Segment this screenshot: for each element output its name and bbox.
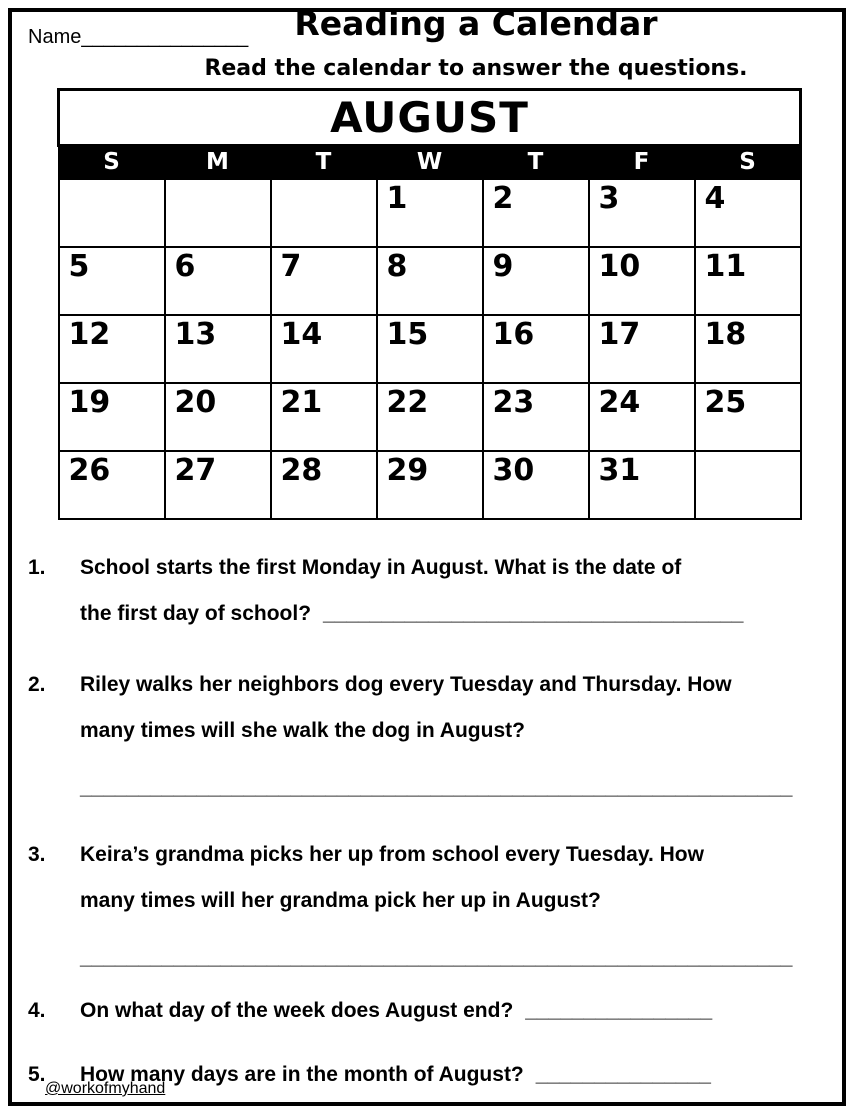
weekday-header-sunday: S (59, 146, 165, 179)
answer-blank: _______________ (535, 1063, 711, 1086)
calendar-day-cell: 27 (165, 451, 271, 519)
question-text: the first day of school? (80, 602, 312, 625)
calendar-day-cell: 31 (589, 451, 695, 519)
name-label: Name (28, 26, 82, 48)
question-number: 3. (28, 843, 46, 866)
answer-blank: _____________________________________________________________ (80, 946, 793, 969)
calendar-day-cell: 11 (695, 247, 801, 315)
question-text: Riley walks her neighbors dog every Tuesday and Thursday. How (80, 673, 732, 696)
question-number: 1. (28, 556, 46, 579)
question-body (80, 545, 743, 637)
calendar-week-row (59, 179, 801, 247)
calendar-day-cell: 13 (165, 315, 271, 383)
question-number: 4. (28, 999, 46, 1022)
question-4 (28, 988, 838, 1034)
weekday-header-row (59, 146, 801, 179)
question-body (80, 988, 712, 1034)
calendar-day-cell: 18 (695, 315, 801, 383)
calendar-week-row (59, 315, 801, 383)
question-text-line (80, 591, 743, 637)
weekday-header-tuesday: T (271, 146, 377, 179)
question-text: Keira’s grandma picks her up from school every Tuesday. How (80, 843, 704, 866)
question-number: 5. (28, 1063, 46, 1086)
calendar-month-row (59, 90, 801, 146)
calendar-day-cell: 16 (483, 315, 589, 383)
calendar-day-cell: 14 (271, 315, 377, 383)
question-text: How many days are in the month of August? (80, 1063, 524, 1086)
question-body (80, 662, 792, 800)
name-blank-line: _______________ (81, 26, 249, 48)
weekday-header-friday: F (589, 146, 695, 179)
calendar-day-cell: 23 (483, 383, 589, 451)
calendar-day-cell: 25 (695, 383, 801, 451)
calendar-day-cell: 26 (59, 451, 165, 519)
weekday-header-monday: M (165, 146, 271, 179)
calendar-day-cell (165, 179, 271, 247)
weekday-header-thursday: T (483, 146, 589, 179)
question-2 (28, 662, 838, 800)
calendar-day-cell: 21 (271, 383, 377, 451)
question-body (80, 1052, 711, 1098)
question-text: School starts the first Monday in August. What is the date of (80, 556, 682, 579)
question-number: 2. (28, 673, 46, 696)
answer-blank: ____________________________________ (323, 602, 744, 625)
calendar-day-cell: 29 (377, 451, 483, 519)
calendar-day-cell: 17 (589, 315, 695, 383)
calendar-day-cell: 1 (377, 179, 483, 247)
calendar-day-cell: 20 (165, 383, 271, 451)
calendar-day-cell: 30 (483, 451, 589, 519)
question-1 (28, 545, 838, 637)
question-body (80, 832, 792, 970)
page-title: Reading a Calendar (294, 4, 658, 43)
calendar-day-cell: 24 (589, 383, 695, 451)
calendar-day-cell: 8 (377, 247, 483, 315)
calendar-week-row (59, 383, 801, 451)
calendar-day-cell: 3 (589, 179, 695, 247)
weekday-header-wednesday: W (377, 146, 483, 179)
calendar-day-cell: 15 (377, 315, 483, 383)
calendar-day-cell: 9 (483, 247, 589, 315)
calendar-week-row (59, 451, 801, 519)
question-text-line (80, 1052, 711, 1098)
calendar-day-cell (59, 179, 165, 247)
question-text: On what day of the week does August end? (80, 999, 514, 1022)
question-text-line (80, 988, 712, 1034)
question-3 (28, 832, 838, 970)
calendar-day-cell: 10 (589, 247, 695, 315)
answer-blank: ________________ (525, 999, 713, 1022)
instructions-text: Read the calendar to answer the questions. (204, 56, 748, 81)
calendar-table (57, 88, 802, 520)
calendar-day-cell: 7 (271, 247, 377, 315)
calendar-day-cell (695, 451, 801, 519)
calendar-day-cell: 4 (695, 179, 801, 247)
calendar-week-row (59, 247, 801, 315)
calendar-day-cell: 28 (271, 451, 377, 519)
calendar-day-cell: 12 (59, 315, 165, 383)
calendar-month-title: AUGUST (59, 90, 801, 146)
answer-blank: _____________________________________________________________ (80, 776, 793, 799)
calendar-day-cell: 2 (483, 179, 589, 247)
question-text: many times will she walk the dog in August? (80, 719, 525, 742)
calendar-day-cell: 22 (377, 383, 483, 451)
calendar-day-cell: 5 (59, 247, 165, 315)
credit-watermark: @workofmyhand (45, 1080, 166, 1097)
weekday-header-saturday: S (695, 146, 801, 179)
question-text: many times will her grandma pick her up in August? (80, 889, 601, 912)
calendar-day-cell: 6 (165, 247, 271, 315)
calendar-day-cell: 19 (59, 383, 165, 451)
calendar-day-cell (271, 179, 377, 247)
